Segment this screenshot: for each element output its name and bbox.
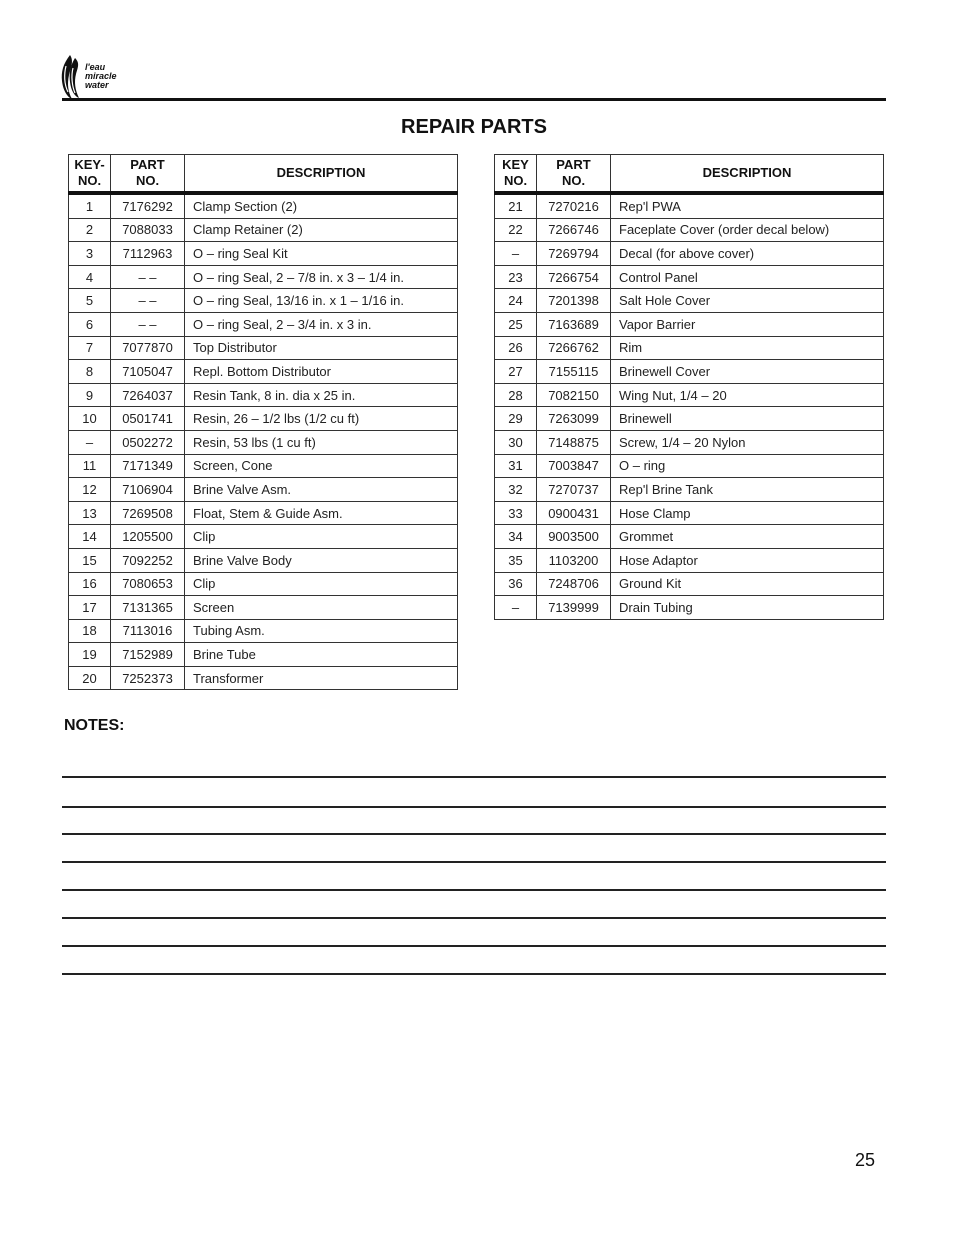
table-row [495, 218, 884, 242]
part-no-cell: 7139999 [537, 596, 611, 620]
table-row [69, 312, 458, 336]
part-no-cell: 7152989 [111, 643, 185, 667]
key-no-cell: 8 [69, 360, 111, 384]
table-row [69, 336, 458, 360]
notes-line [62, 806, 886, 808]
notes-line [62, 833, 886, 835]
key-no-cell: – [495, 596, 537, 620]
description-cell: Tubing Asm. [185, 619, 458, 643]
key-no-cell: 21 [495, 193, 537, 218]
key-no-cell: 32 [495, 478, 537, 502]
description-cell: Salt Hole Cover [611, 289, 884, 313]
description-cell: Ground Kit [611, 572, 884, 596]
part-no-cell: 7264037 [111, 383, 185, 407]
table-row [69, 407, 458, 431]
key-no-cell: 14 [69, 525, 111, 549]
table-row [495, 501, 884, 525]
notes-line [62, 917, 886, 919]
table-row [495, 193, 884, 218]
description-cell: Repl. Bottom Distributor [185, 360, 458, 384]
part-no-cell: 7266754 [537, 265, 611, 289]
description-cell: Decal (for above cover) [611, 242, 884, 266]
table-row [495, 572, 884, 596]
part-no-cell: 7176292 [111, 193, 185, 218]
header-part-no [111, 155, 185, 194]
part-no-cell: – – [111, 289, 185, 313]
table-row [69, 501, 458, 525]
description-cell: Drain Tubing [611, 596, 884, 620]
table-row [69, 218, 458, 242]
table-row [69, 430, 458, 454]
table-row [69, 548, 458, 572]
part-no-cell: 7080653 [111, 572, 185, 596]
part-no-cell: 7269794 [537, 242, 611, 266]
description-cell: Vapor Barrier [611, 312, 884, 336]
header-key-no [495, 155, 537, 194]
key-no-cell: 20 [69, 666, 111, 690]
description-cell: Screen, Cone [185, 454, 458, 478]
logo-line-3: water [85, 80, 109, 90]
description-cell: Clip [185, 525, 458, 549]
page-title: REPAIR PARTS [401, 116, 547, 138]
part-no-cell: – – [111, 312, 185, 336]
table-row [495, 360, 884, 384]
table-row [495, 312, 884, 336]
part-no-cell: 7248706 [537, 572, 611, 596]
key-no-cell: 34 [495, 525, 537, 549]
part-no-cell: 7082150 [537, 383, 611, 407]
key-no-cell: 11 [69, 454, 111, 478]
key-no-cell: 2 [69, 218, 111, 242]
part-no-cell: 9003500 [537, 525, 611, 549]
header-key-no [69, 155, 111, 194]
description-cell: Clamp Retainer (2) [185, 218, 458, 242]
key-no-cell: 22 [495, 218, 537, 242]
key-no-cell: 19 [69, 643, 111, 667]
part-no-cell: 7269508 [111, 501, 185, 525]
description-cell: Float, Stem & Guide Asm. [185, 501, 458, 525]
table-row [69, 193, 458, 218]
description-cell: Screen [185, 596, 458, 620]
description-cell: Brinewell [611, 407, 884, 431]
description-cell: Brine Tube [185, 643, 458, 667]
table-row [495, 548, 884, 572]
part-no-cell: 1205500 [111, 525, 185, 549]
description-cell: Rep'l Brine Tank [611, 478, 884, 502]
part-no-cell: 7112963 [111, 242, 185, 266]
table-row [495, 478, 884, 502]
part-no-cell: 7092252 [111, 548, 185, 572]
key-no-cell: 25 [495, 312, 537, 336]
key-no-cell: 33 [495, 501, 537, 525]
header-part-line-1: PART [130, 157, 165, 172]
part-no-cell: 7201398 [537, 289, 611, 313]
table-row [69, 643, 458, 667]
water-drop-icon [60, 54, 84, 100]
description-cell: Top Distributor [185, 336, 458, 360]
notes-line [62, 889, 886, 891]
key-no-cell: 10 [69, 407, 111, 431]
description-cell: Wing Nut, 1/4 – 20 [611, 383, 884, 407]
part-no-cell: 0502272 [111, 430, 185, 454]
part-no-cell: 7106904 [111, 478, 185, 502]
part-no-cell: 1103200 [537, 548, 611, 572]
table-row [495, 430, 884, 454]
part-no-cell: 7088033 [111, 218, 185, 242]
key-no-cell: 31 [495, 454, 537, 478]
key-no-cell: – [495, 242, 537, 266]
key-no-cell: 4 [69, 265, 111, 289]
part-no-cell: 7105047 [111, 360, 185, 384]
key-no-cell: 28 [495, 383, 537, 407]
key-no-cell: 6 [69, 312, 111, 336]
key-no-cell: – [69, 430, 111, 454]
description-cell: O – ring Seal Kit [185, 242, 458, 266]
key-no-cell: 36 [495, 572, 537, 596]
part-no-cell: 7131365 [111, 596, 185, 620]
header-part-no [537, 155, 611, 194]
part-no-cell: 0900431 [537, 501, 611, 525]
header-part-line-1: PART [556, 157, 591, 172]
part-no-cell: 7270216 [537, 193, 611, 218]
page-number: 25 [855, 1150, 876, 1170]
header-description: DESCRIPTION [185, 155, 458, 194]
key-no-cell: 24 [495, 289, 537, 313]
notes-line [62, 776, 886, 778]
notes-label: NOTES: [64, 717, 125, 734]
key-no-cell: 18 [69, 619, 111, 643]
part-no-cell: 7163689 [537, 312, 611, 336]
header-key-line-1: KEY- [74, 157, 105, 172]
table-row [69, 619, 458, 643]
description-cell: Hose Clamp [611, 501, 884, 525]
description-cell: O – ring Seal, 2 – 3/4 in. x 3 in. [185, 312, 458, 336]
table-row [495, 336, 884, 360]
description-cell: Resin, 53 lbs (1 cu ft) [185, 430, 458, 454]
part-no-cell: 7148875 [537, 430, 611, 454]
key-no-cell: 15 [69, 548, 111, 572]
part-no-cell: 7252373 [111, 666, 185, 690]
logo-text [85, 63, 117, 90]
key-no-cell: 30 [495, 430, 537, 454]
part-no-cell: – – [111, 265, 185, 289]
table-row [69, 242, 458, 266]
table-row [495, 265, 884, 289]
key-no-cell: 9 [69, 383, 111, 407]
header-part-line-2: NO. [561, 173, 586, 188]
description-cell: Rep'l PWA [611, 193, 884, 218]
table-row [495, 242, 884, 266]
header-part-line-2: NO. [135, 173, 160, 188]
logo-line-2: miracle [85, 71, 117, 81]
description-cell: Screw, 1/4 – 20 Nylon [611, 430, 884, 454]
table-row [69, 265, 458, 289]
part-no-cell: 7113016 [111, 619, 185, 643]
table-row [495, 383, 884, 407]
description-cell: Brine Valve Body [185, 548, 458, 572]
description-cell: O – ring Seal, 2 – 7/8 in. x 3 – 1/4 in. [185, 265, 458, 289]
key-no-cell: 5 [69, 289, 111, 313]
part-no-cell: 7077870 [111, 336, 185, 360]
table-header-row [495, 155, 884, 194]
header-rule [62, 98, 886, 101]
part-no-cell: 0501741 [111, 407, 185, 431]
table-header-row [69, 155, 458, 194]
description-cell: Faceplate Cover (order decal below) [611, 218, 884, 242]
description-cell: O – ring Seal, 13/16 in. x 1 – 1/16 in. [185, 289, 458, 313]
key-no-cell: 35 [495, 548, 537, 572]
table-row [69, 525, 458, 549]
key-no-cell: 16 [69, 572, 111, 596]
description-cell: Clip [185, 572, 458, 596]
header-key-line-1: KEY [502, 157, 529, 172]
table-row [69, 289, 458, 313]
notes-line [62, 861, 886, 863]
part-no-cell: 7270737 [537, 478, 611, 502]
notes-line [62, 973, 886, 975]
part-no-cell: 7003847 [537, 454, 611, 478]
part-no-cell: 7171349 [111, 454, 185, 478]
table-row [495, 454, 884, 478]
description-cell: Hose Adaptor [611, 548, 884, 572]
key-no-cell: 27 [495, 360, 537, 384]
key-no-cell: 12 [69, 478, 111, 502]
table-row [69, 596, 458, 620]
table-row [495, 289, 884, 313]
key-no-cell: 1 [69, 193, 111, 218]
table-row [69, 360, 458, 384]
table-row [495, 525, 884, 549]
description-cell: Brine Valve Asm. [185, 478, 458, 502]
parts-table-right [494, 154, 884, 620]
header-description: DESCRIPTION [611, 155, 884, 194]
table-row [69, 666, 458, 690]
key-no-cell: 7 [69, 336, 111, 360]
description-cell: Resin Tank, 8 in. dia x 25 in. [185, 383, 458, 407]
key-no-cell: 13 [69, 501, 111, 525]
key-no-cell: 3 [69, 242, 111, 266]
parts-table-left [68, 154, 458, 690]
table-row [495, 596, 884, 620]
header-key-line-2: NO. [503, 173, 528, 188]
description-cell: O – ring [611, 454, 884, 478]
part-no-cell: 7155115 [537, 360, 611, 384]
description-cell: Resin, 26 – 1/2 lbs (1/2 cu ft) [185, 407, 458, 431]
description-cell: Rim [611, 336, 884, 360]
notes-line [62, 945, 886, 947]
part-no-cell: 7263099 [537, 407, 611, 431]
table-row [495, 407, 884, 431]
table-row [69, 454, 458, 478]
part-no-cell: 7266746 [537, 218, 611, 242]
table-row [69, 383, 458, 407]
description-cell: Control Panel [611, 265, 884, 289]
key-no-cell: 23 [495, 265, 537, 289]
key-no-cell: 26 [495, 336, 537, 360]
part-no-cell: 7266762 [537, 336, 611, 360]
table-row [69, 478, 458, 502]
key-no-cell: 17 [69, 596, 111, 620]
description-cell: Transformer [185, 666, 458, 690]
description-cell: Grommet [611, 525, 884, 549]
key-no-cell: 29 [495, 407, 537, 431]
header-key-line-2: NO. [77, 173, 102, 188]
description-cell: Brinewell Cover [611, 360, 884, 384]
logo-line-1: l'eau [85, 62, 106, 72]
table-row [69, 572, 458, 596]
description-cell: Clamp Section (2) [185, 193, 458, 218]
brand-logo [60, 54, 140, 100]
